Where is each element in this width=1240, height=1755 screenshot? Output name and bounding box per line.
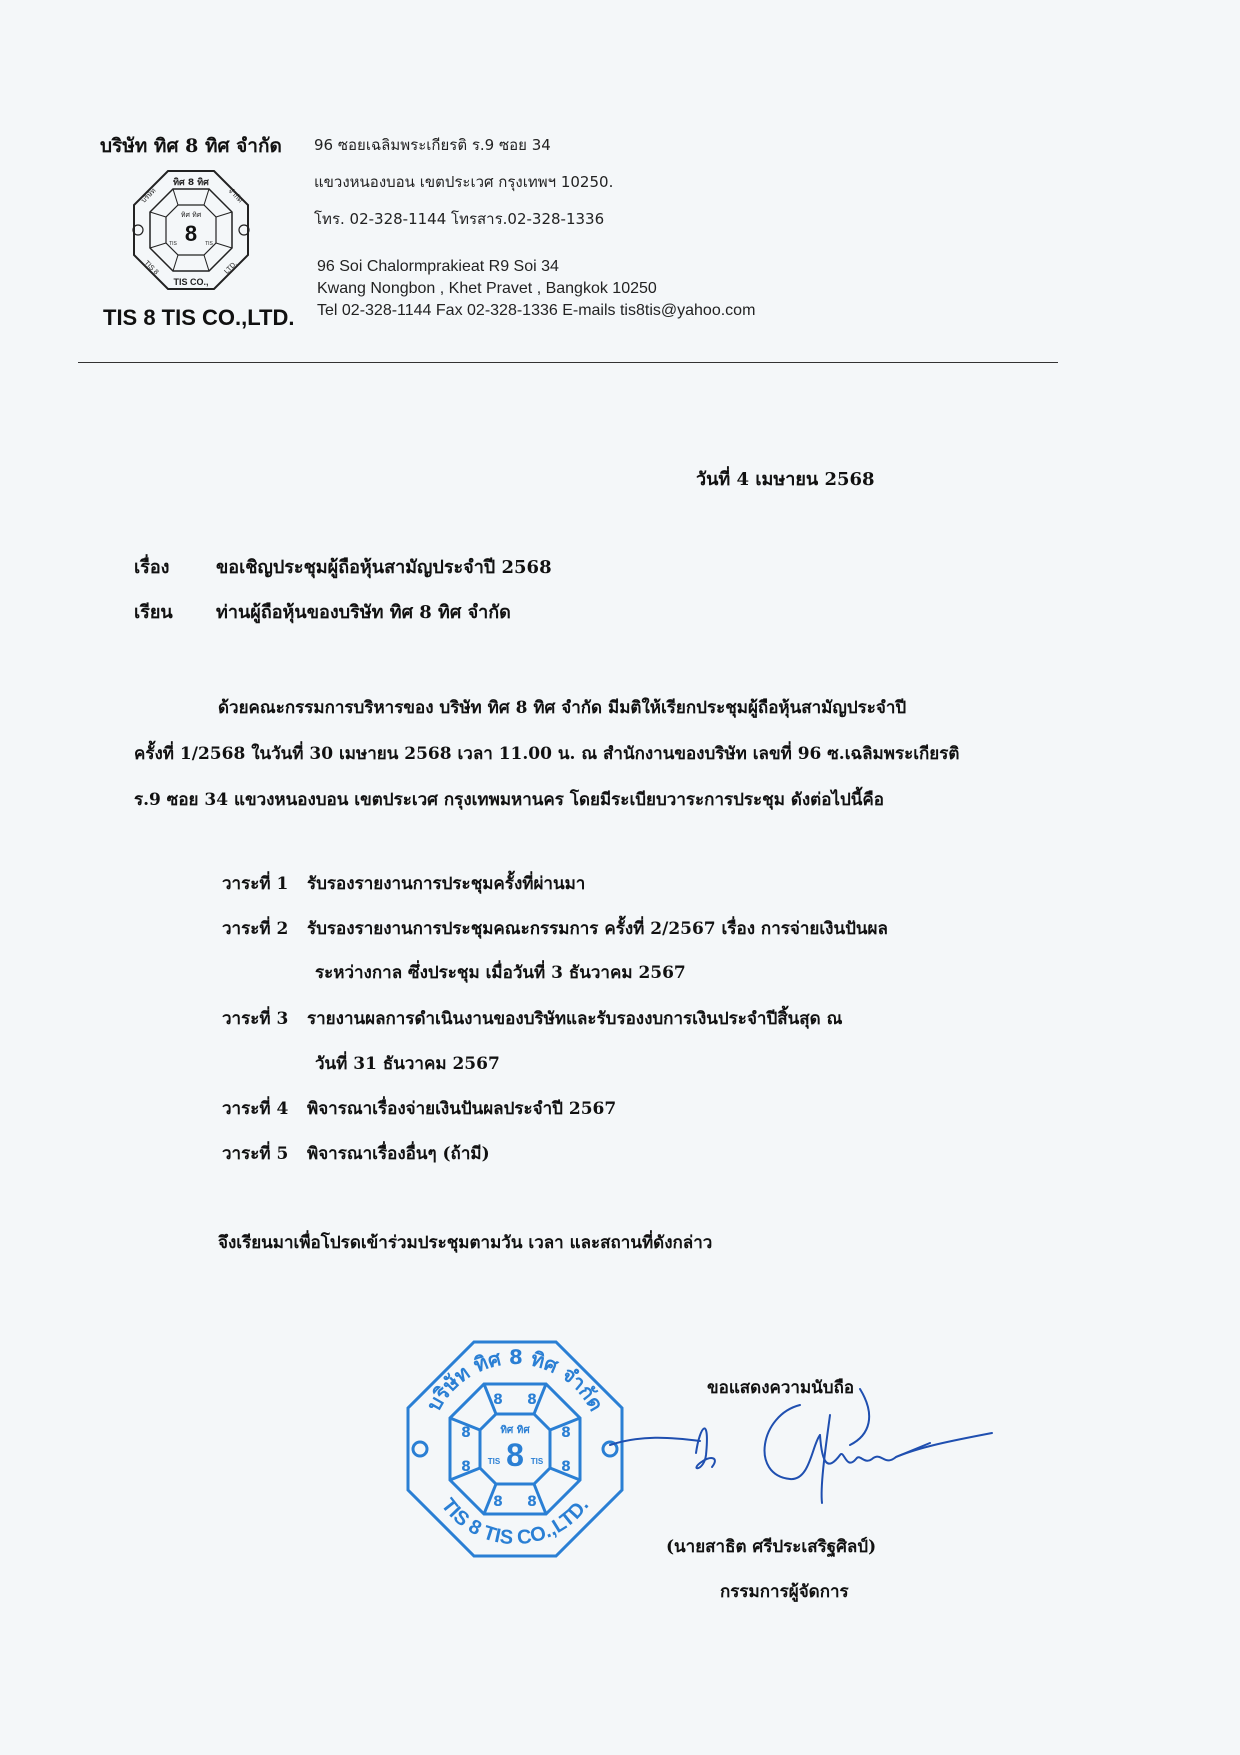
address-english-line-3: Tel 02-328-1144 Fax 02-328-1336 E-mails tis8tis@yahoo.com [317,302,756,319]
stamp-number-3: 8 [561,1425,571,1441]
stamp-inner-right: TIS [530,1457,544,1466]
body-line-1: ด้วยคณะกรรมการบริหารของ บริษัท ทิศ 8 ทิศ จำกัด มีมติให้เรียกประชุมผู้ถือหุ้นสามัญประจำปี [218,698,907,718]
stamp-number-6: 8 [493,1494,503,1510]
logo-inner-top: ทิศ ทิศ [180,211,202,219]
agenda-4-label: วาระที่ 4 [222,1099,289,1119]
agenda-1-label: วาระที่ 1 [222,874,289,894]
address-thai-line-2: แขวงหนองบอน เขตประเวศ กรุงเทพฯ 10250. [314,173,614,191]
to-label: เรียน [134,602,173,623]
logo-text-bottom-right: LTD. [223,260,239,276]
body-line-3: ร.9 ซอย 34 แขวงหนองบอน เขตประเวศ กรุงเทพมหานคร โดยมีระเบียบวาระการประชุม ดังต่อไปนี้คือ [134,790,884,810]
company-name-thai: บริษัท ทิศ 8 ทิศ จำกัด [100,135,282,157]
company-stamp [400,1334,630,1564]
signer-name: (นายสาธิต ศรีประเสริฐศิลป์) [666,1537,877,1557]
logo-text-right: จำกัด [226,186,245,205]
company-logo-graphic [128,167,254,293]
company-stamp-graphic [400,1334,630,1564]
header-divider [78,362,1058,363]
to-text: ท่านผู้ถือหุ้นของบริษัท ทิศ 8 ทิศ จำกัด [216,602,511,623]
stamp-ring-text-top: บริษัท ทิศ 8 ทิศ จำกัด [421,1344,609,1415]
signature [600,1375,1000,1505]
logo-text-left: บริษัท [139,186,158,205]
logo-text-bottom: TIS CO., [173,277,209,287]
stamp-number-4: 8 [561,1459,571,1475]
agenda-3-text-line-2: วันที่ 31 ธันวาคม 2567 [315,1054,500,1074]
signer-title: กรรมการผู้จัดการ [720,1582,849,1602]
company-logo [128,167,254,293]
logo-inner-left: TIS [169,241,177,247]
subject-label: เรื่อง [134,557,170,578]
letter-date: วันที่ 4 เมษายน 2568 [696,469,875,490]
agenda-2-label: วาระที่ 2 [222,919,289,939]
stamp-inner-left: TIS [487,1457,501,1466]
agenda-3-text-line-1: รายงานผลการดำเนินงานของบริษัทและรับรองงบการเงินประจำปีสิ้นสุด ณ [307,1009,843,1029]
stamp-number-8: 8 [461,1425,471,1441]
closing-line: จึงเรียนมาเพื่อโปรดเข้าร่วมประชุมตามวัน เวลา และสถานที่ดังกล่าว [218,1233,713,1253]
stamp-ring-text-bottom: TIS 8 TIS CO.,LTD. [436,1494,594,1550]
address-english-line-2: Kwang Nongbon , Khet Pravet , Bangkok 10250 [317,280,657,297]
agenda-1-text: รับรองรายงานการประชุมครั้งที่ผ่านมา [307,874,586,894]
agenda-2-text-line-2: ระหว่างกาล ซึ่งประชุม เมื่อวันที่ 3 ธันวาคม 2567 [315,963,686,983]
stamp-inner-top: ทิศ ทิศ [500,1425,530,1436]
stamp-number-2: 8 [527,1392,537,1408]
address-thai-line-1: 96 ซอยเฉลิมพระเกียรติ ร.9 ซอย 34 [314,136,551,154]
address-thai-line-3: โทร. 02-328-1144 โทรสาร.02-328-1336 [314,210,605,228]
signature-graphic [600,1375,1000,1505]
agenda-2-text-line-1: รับรองรายงานการประชุมคณะกรรมการ ครั้งที่ 2/2567 เรื่อง การจ่ายเงินปันผล [307,919,888,939]
subject-text: ขอเชิญประชุมผู้ถือหุ้นสามัญประจำปี 2568 [216,557,552,578]
agenda-5-text: พิจารณาเรื่องอื่นๆ (ถ้ามี) [307,1144,490,1164]
sign-off: ขอแสดงความนับถือ [707,1378,855,1398]
agenda-5-label: วาระที่ 5 [222,1144,289,1164]
logo-inner-right: TIS [205,241,213,247]
logo-center-8: 8 [184,221,198,246]
agenda-4-text: พิจารณาเรื่องจ่ายเงินปันผลประจำปี 2567 [307,1099,617,1119]
stamp-center-8: 8 [506,1437,524,1473]
company-name-english: TIS 8 TIS CO.,LTD. [103,305,295,330]
stamp-number-5: 8 [527,1494,537,1510]
logo-text-top: ทิศ 8 ทิศ [173,178,209,188]
stamp-number-1: 8 [493,1392,503,1408]
logo-text-bottom-left: TIS 8 [142,259,160,277]
address-english-line-1: 96 Soi Chalormprakieat R9 Soi 34 [317,258,559,275]
agenda-3-label: วาระที่ 3 [222,1009,289,1029]
stamp-number-7: 8 [461,1459,471,1475]
body-line-2: ครั้งที่ 1/2568 ในวันที่ 30 เมษายน 2568 เวลา 11.00 น. ณ สำนักงานของบริษัท เลขที่ 96 ซ.เฉลิมพระเกียรติ [134,744,960,764]
